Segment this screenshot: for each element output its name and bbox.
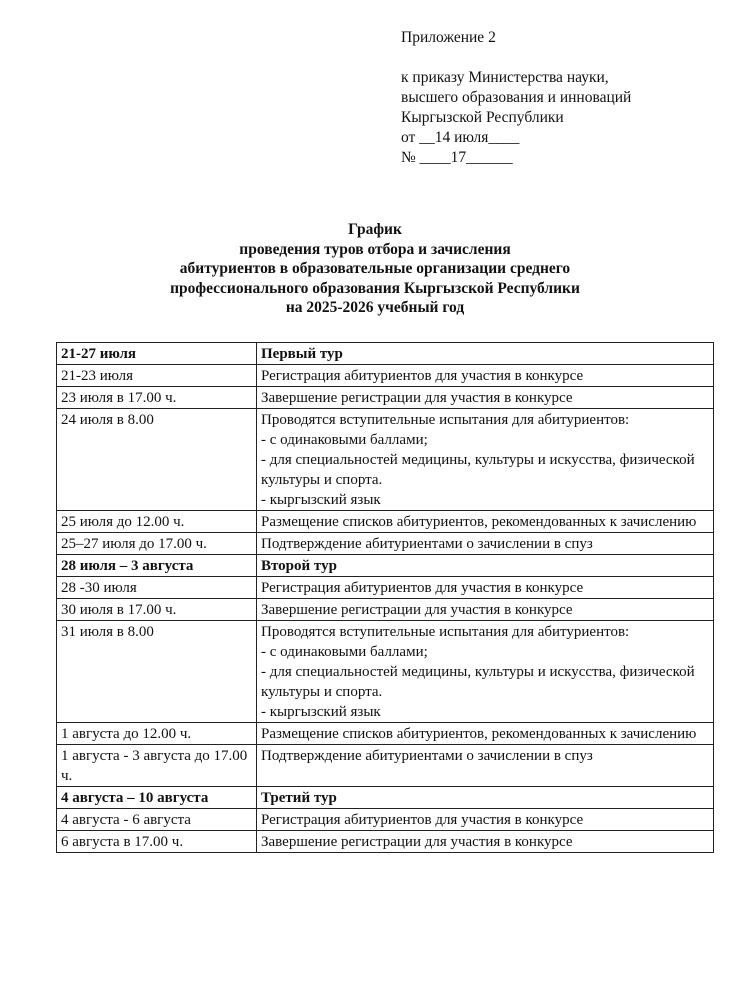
event-cell: Регистрация абитуриентов для участия в конкурсе [257,809,714,831]
order-number: № ____17______ [401,149,513,166]
date-cell: 6 августа в 17.00 ч. [57,831,257,853]
date-cell: 25 июля до 12.00 ч. [57,511,257,533]
event-cell: Размещение списков абитуриентов, рекомендованных к зачислению [257,723,714,745]
heading-line: профессионального образования Кыргызской Республики [170,279,580,297]
table-row [57,599,714,621]
event-list-item: - кыргызский язык [261,704,381,720]
tour-header-row [57,343,714,365]
order-ref-line: Кыргызской Республики [401,109,564,126]
heading-line: на 2025-2026 учебный год [285,299,465,317]
table-row [57,745,714,787]
heading-line: абитуриентов в образовательные организации среднего [179,260,571,278]
date-cell: 28 -30 июля [57,577,257,599]
tour-title-cell: Третий тур [257,787,714,809]
date-cell: 21-23 июля [57,365,257,387]
order-date: от __14 июля____ [401,129,520,146]
schedule-table [56,342,714,853]
date-cell: 23 июля в 17.00 ч. [57,387,257,409]
event-text: Проводятся вступительные испытания для абитуриентов: [261,412,630,428]
date-cell: 4 августа - 6 августа [57,809,257,831]
table-row [57,621,714,723]
event-cell [257,409,714,511]
schedule-body [57,343,714,853]
heading-title: График [348,221,402,238]
event-text: Проводятся вступительные испытания для абитуриентов: [261,624,630,640]
table-row [57,533,714,555]
event-cell: Завершение регистрации для участия в конкурсе [257,831,714,853]
event-cell: Завершение регистрации для участия в конкурсе [257,599,714,621]
event-cell [257,621,714,723]
event-cell: Размещение списков абитуриентов, рекомендованных к зачислению [257,511,714,533]
event-list-item: - для специальностей медицины, культуры и искусства, физической культуры и спорта. [261,664,695,700]
date-cell: 4 августа – 10 августа [57,787,257,809]
event-cell: Подтверждение абитуриентами о зачислении в спуз [257,745,714,787]
order-ref-line: к приказу Министерства науки, [401,69,609,86]
date-cell: 24 июля в 8.00 [57,409,257,511]
tour-title-cell: Первый тур [257,343,714,365]
date-cell: 25–27 июля до 17.00 ч. [57,533,257,555]
table-row [57,723,714,745]
event-cell: Регистрация абитуриентов для участия в конкурсе [257,577,714,599]
document-heading [40,220,710,318]
date-cell: 30 июля в 17.00 ч. [57,599,257,621]
tour-header-row [57,787,714,809]
table-row [57,365,714,387]
date-cell: 1 августа до 12.00 ч. [57,723,257,745]
table-row [57,809,714,831]
table-row [57,387,714,409]
order-ref-line: высшего образования и инноваций [401,89,632,106]
event-cell: Подтверждение абитуриентами о зачислении в спуз [257,533,714,555]
table-row [57,577,714,599]
event-cell: Регистрация абитуриентов для участия в конкурсе [257,365,714,387]
date-cell: 28 июля – 3 августа [57,555,257,577]
heading-line: проведения туров отбора и зачисления [239,240,511,258]
appendix-block [401,28,631,168]
date-cell: 21-27 июля [57,343,257,365]
appendix-title: Приложение 2 [401,29,496,46]
tour-title-cell: Второй тур [257,555,714,577]
event-list-item: - кыргызский язык [261,492,381,508]
table-row [57,409,714,511]
event-cell: Завершение регистрации для участия в конкурсе [257,387,714,409]
event-list-item: - с одинаковыми баллами; [261,644,428,660]
table-row [57,511,714,533]
event-list-item: - с одинаковыми баллами; [261,432,428,448]
date-cell: 1 августа - 3 августа до 17.00 ч. [57,745,257,787]
table-row [57,831,714,853]
date-cell: 31 июля в 8.00 [57,621,257,723]
tour-header-row [57,555,714,577]
event-list-item: - для специальностей медицины, культуры и искусства, физической культуры и спорта. [261,452,695,488]
